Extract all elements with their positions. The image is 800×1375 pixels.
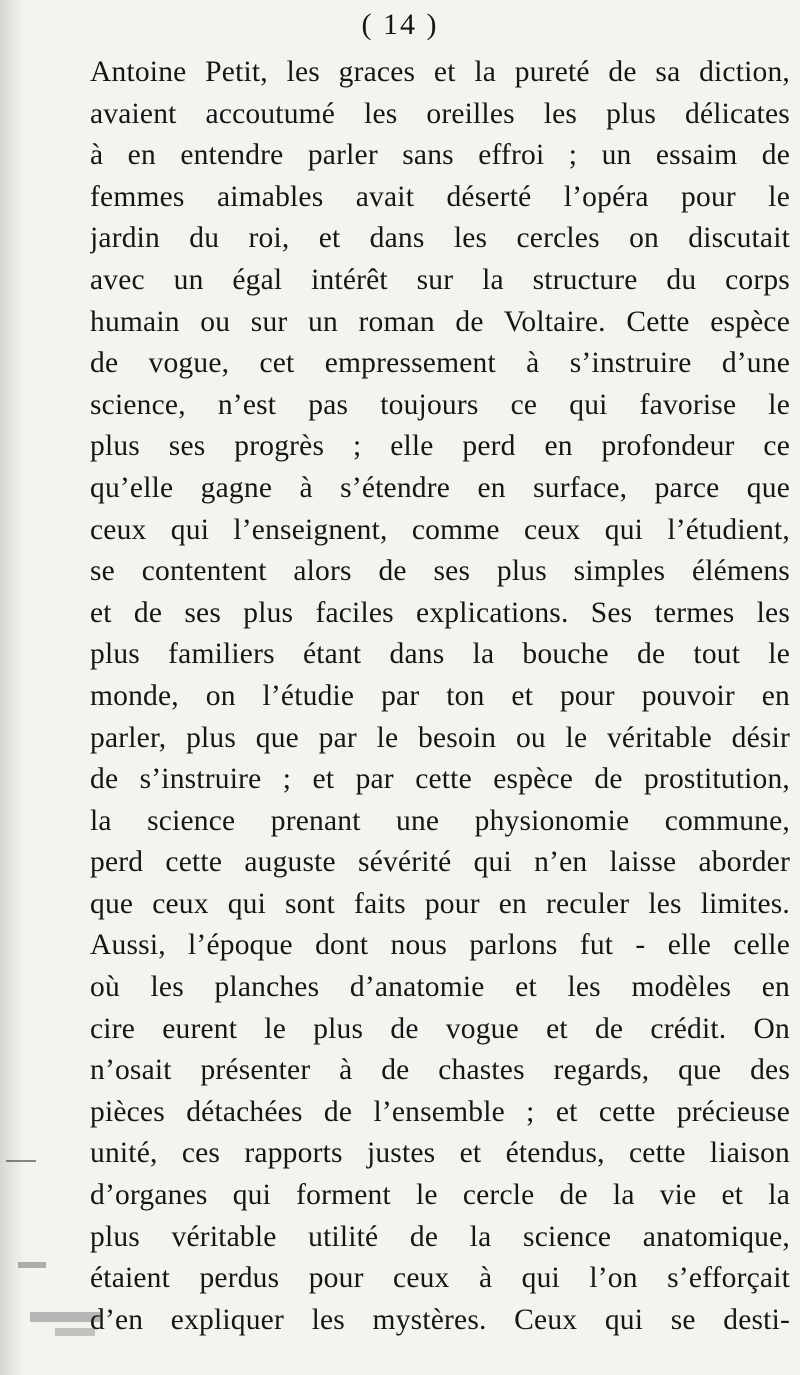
text-line: cire eurent le plus de vogue et de crédit. On	[90, 1012, 790, 1045]
text-line: d’en expliquer les mystères. Ceux qui se desti-	[90, 1303, 790, 1336]
text-line: parler, plus que par le besoin ou le véritable désir	[90, 721, 790, 754]
text-line: où les planches d’anatomie et les modèles en	[90, 971, 790, 1004]
text-line: que ceux qui sont faits pour en reculer les limites.	[90, 887, 790, 920]
page-gutter-shadow	[0, 0, 24, 1375]
text-line: se contentent alors de ses plus simples élémens	[90, 555, 790, 588]
margin-ink-mark	[30, 1312, 100, 1322]
text-line: plus familiers étant dans la bouche de tout le	[90, 638, 790, 671]
margin-ink-mark	[55, 1328, 95, 1336]
text-line: plus ses progrès ; elle perd en profondeur ce	[90, 430, 790, 463]
text-line: de s’instruire ; et par cette espèce de prostitution,	[90, 763, 790, 796]
text-line: avaient accoutumé les oreilles les plus délicates	[90, 97, 790, 130]
text-line: et de ses plus faciles explications. Ses termes les	[90, 596, 790, 629]
text-line: humain ou sur un roman de Voltaire. Cette espèce	[90, 305, 790, 338]
text-line: monde, on l’étudie par ton et pour pouvoir en	[90, 679, 790, 712]
text-line: la science prenant une physionomie commune,	[90, 804, 790, 837]
text-line: femmes aimables avait déserté l’opéra pour le	[90, 180, 790, 213]
margin-ink-mark	[18, 1262, 46, 1268]
text-line: ceux qui l’enseignent, comme ceux qui l’étudient,	[90, 513, 790, 546]
text-line: d’organes qui forment le cercle de la vie et la	[90, 1179, 790, 1212]
text-line: pièces détachées de l’ensemble ; et cette précieuse	[90, 1095, 790, 1128]
page-number: ( 14 )	[361, 8, 439, 41]
text-line: plus véritable utilité de la science anatomique,	[90, 1220, 790, 1253]
text-line: qu’elle gagne à s’étendre en surface, parce que	[90, 471, 790, 504]
text-line: science, n’est pas toujours ce qui favorise le	[90, 388, 790, 421]
margin-ink-mark	[6, 1160, 36, 1162]
text-line: perd cette auguste sévérité qui n’en laisse aborder	[90, 846, 790, 879]
text-line: avec un égal intérêt sur la structure du corps	[90, 263, 790, 296]
text-line: étaient perdus pour ceux à qui l’on s’efforçait	[90, 1262, 790, 1295]
text-line: Antoine Petit, les graces et la pureté de sa diction,	[90, 56, 790, 88]
body-text	[90, 52, 790, 1341]
text-line: Aussi, l’époque dont nous parlons fut - elle celle	[90, 929, 790, 962]
text-line: jardin du roi, et dans les cercles on discutait	[90, 222, 790, 255]
text-line: à en entendre parler sans effroi ; un essaim de	[90, 139, 790, 172]
text-line: de vogue, cet empressement à s’instruire d’une	[90, 347, 790, 380]
text-line: n’osait présenter à de chastes regards, que des	[90, 1054, 790, 1087]
text-line: unité, ces rapports justes et étendus, cette liaison	[90, 1137, 790, 1170]
